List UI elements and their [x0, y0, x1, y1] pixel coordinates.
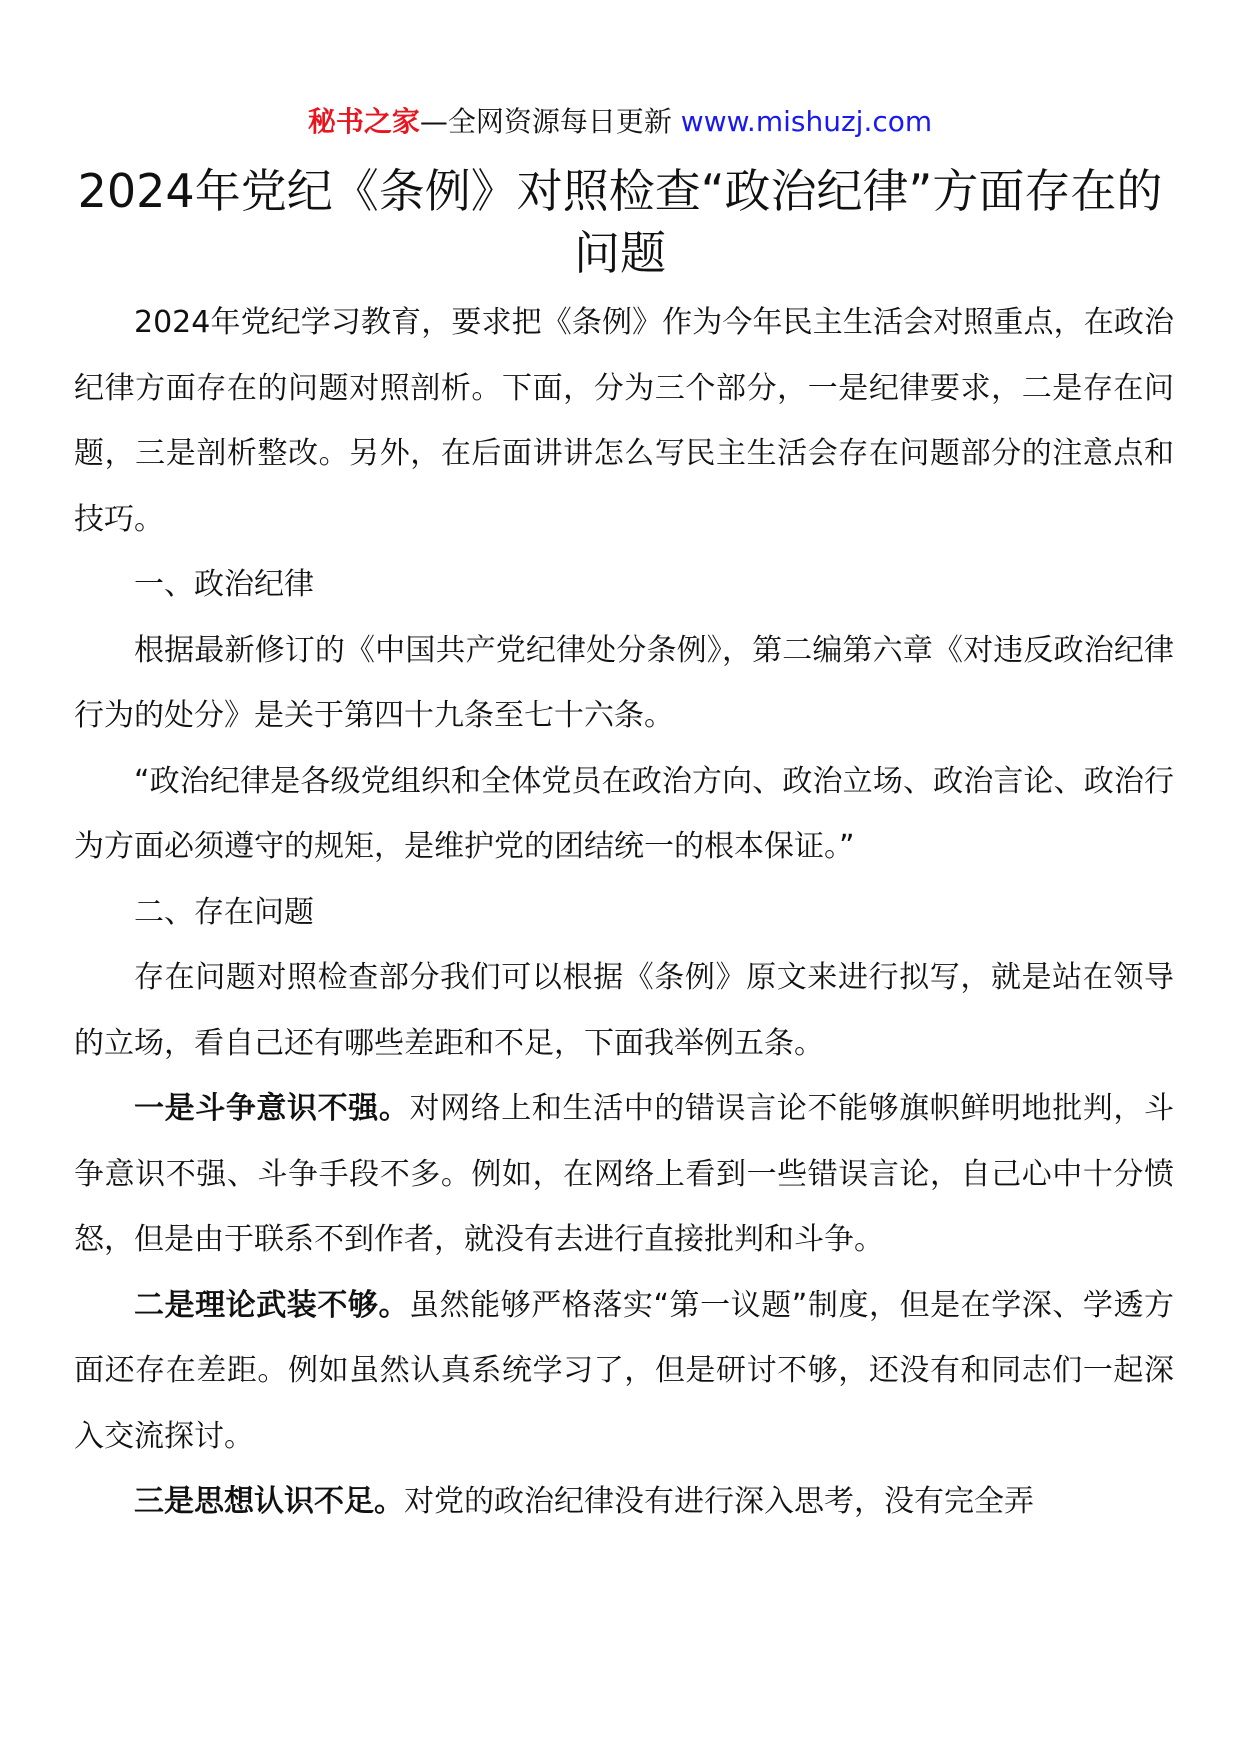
paragraph-lead-bold: 三是思想认识不足。 — [134, 1484, 404, 1519]
paragraph-regulation-reference — [74, 618, 1174, 749]
paragraph-text: 2024年党纪学习教育，要求把《条例》作为今年民主生活会对照重点，在政治纪律方面存在的问题对照剖析。下面，分为三个部分，一是纪律要求，二是存在问题，三是剖析整改。另外，在后面讲讲怎么写民主生活会存在问题部分的注意点和技巧。 — [74, 305, 1174, 537]
paragraph-text: “政治纪律是各级党组织和全体党员在政治方向、政治立场、政治言论、政治行为方面必须遵守的规矩，是维护党的团结统一的根本保证。” — [74, 763, 1174, 864]
paragraph-intro — [74, 290, 1174, 552]
paragraph-text: 一、政治纪律 — [134, 567, 314, 602]
site-url-link[interactable]: www.mishuzj.com — [680, 105, 933, 138]
paragraph-lead-bold: 一是斗争意识不强。 — [134, 1091, 410, 1126]
paragraph-lead-bold: 二是理论武装不够。 — [134, 1287, 410, 1323]
section-heading-existing-problems — [74, 880, 1174, 946]
paragraph-problem-2 — [74, 1273, 1174, 1470]
paragraph-text: 二、存在问题 — [134, 894, 314, 930]
paragraph-problem-1 — [74, 1076, 1174, 1273]
paragraph-text: 根据最新修订的《中国共产党纪律处分条例》，第二编第六章《对违反政治纪律行为的处分》是关于第四十九条至七十六条。 — [74, 632, 1174, 733]
paragraph-problem-3 — [74, 1469, 1174, 1535]
paragraph-text: 对网络上和生活中的错误言论不能够旗帜鲜明地批判，斗争意识不强、斗争手段不多。例如，在网络上看到一些错误言论，自己心中十分愤怒，但是由于联系不到作者，就没有去进行直接批判和斗争。 — [74, 1091, 1175, 1257]
section-heading-political-discipline — [74, 552, 1174, 618]
document-title: 2024年党纪《条例》对照检查“政治纪律”方面存在的问题 — [77, 164, 1163, 280]
site-brand: 秘书之家 — [307, 105, 420, 138]
paragraph-text: 虽然能够严格落实“第一议题”制度，但是在学深、学透方面还存在差距。例如虽然认真系统学习了，但是研讨不够，还没有和同志们一起深入交流探讨。 — [74, 1287, 1175, 1454]
paragraph-quote — [74, 749, 1174, 880]
document-body — [74, 290, 1174, 1535]
paragraph-problems-intro — [74, 945, 1174, 1076]
site-header — [0, 102, 1240, 142]
paragraph-text: 对党的政治纪律没有进行深入思考，没有完全弄 — [404, 1484, 1034, 1519]
site-tagline: —全网资源每日更新 — [419, 105, 672, 138]
paragraph-text: 存在问题对照检查部分我们可以根据《条例》原文来进行拟写，就是站在领导的立场，看自己还有哪些差距和不足，下面我举例五条。 — [74, 960, 1174, 1061]
